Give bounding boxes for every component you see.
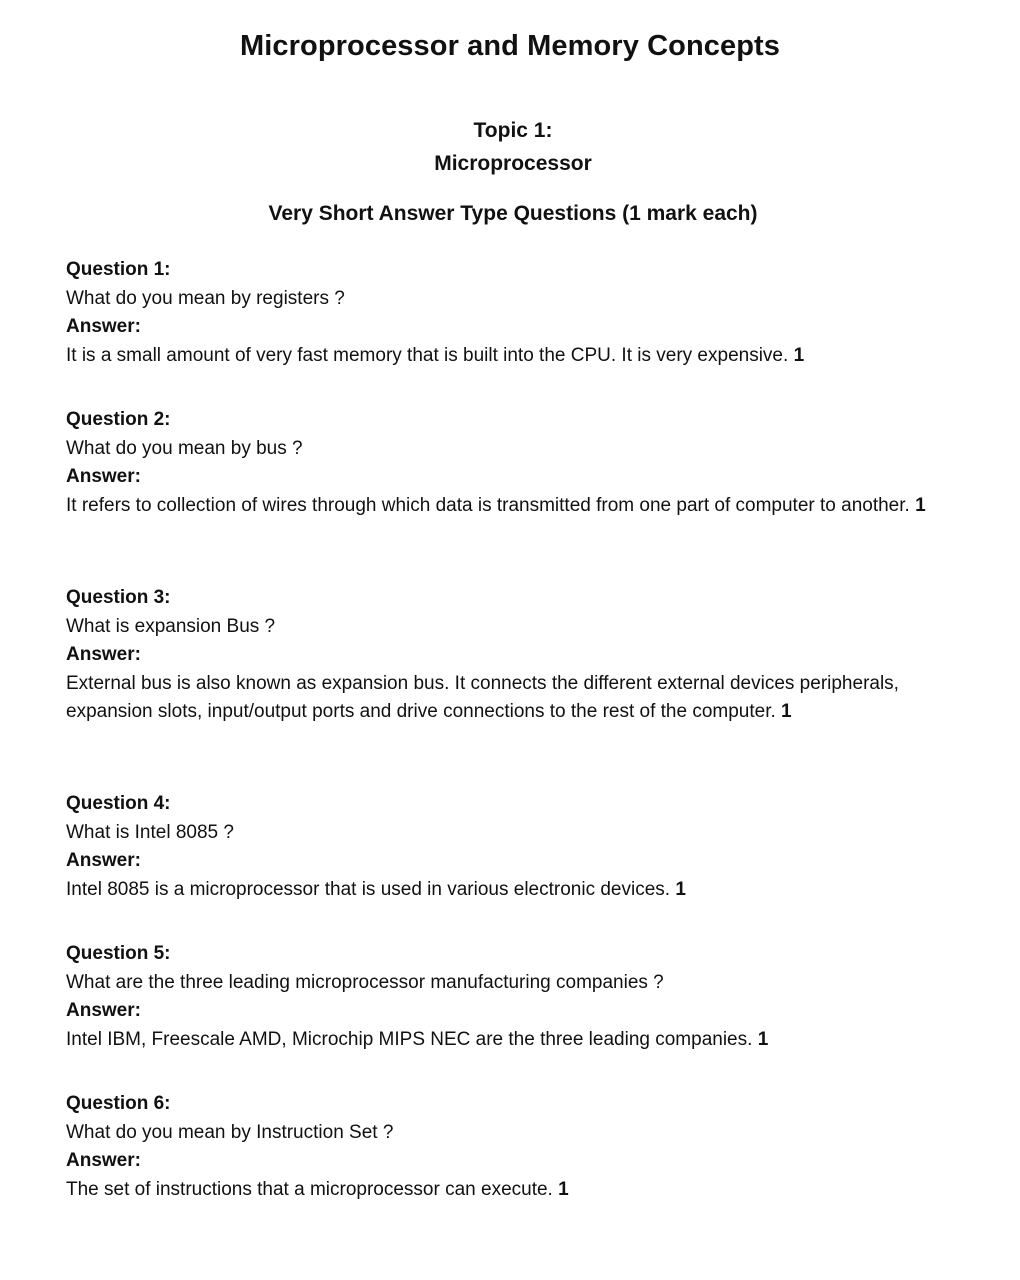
mark-value: 1 [915, 494, 926, 516]
question-label: Question 5: [66, 943, 171, 964]
question-text: What do you mean by bus ? [66, 437, 303, 459]
question-block [66, 940, 956, 1054]
answer-label: Answer: [66, 316, 141, 337]
topic-heading [0, 114, 1020, 180]
topic-label: Topic 1: [473, 119, 553, 142]
document-title: Microprocessor and Memory Concepts [239, 30, 781, 62]
answer-text [66, 1026, 956, 1055]
question-block [66, 584, 956, 727]
mark-value: 1 [781, 701, 792, 722]
question-text: What do you mean by registers ? [66, 287, 345, 309]
answer-label: Answer: [66, 850, 141, 871]
question-block [66, 790, 956, 904]
answer-body: Intel IBM, Freescale AMD, Microchip MIPS NEC are the three leading companies. [66, 1028, 753, 1050]
answer-text [66, 492, 956, 521]
mark-value: 1 [675, 878, 686, 900]
question-text: What do you mean by Instruction Set ? [66, 1121, 394, 1143]
mark-value: 1 [558, 1178, 569, 1200]
answer-label: Answer: [66, 1000, 141, 1021]
answer-body: External bus is also known as expansion bus. It connects the different external devices peripherals, expansion slots, input/output ports and drive connections to the rest of the computer. [66, 672, 899, 722]
question-label: Question 4: [66, 793, 171, 814]
mark-value: 1 [757, 1028, 769, 1050]
answer-label: Answer: [66, 466, 141, 487]
answer-label: Answer: [66, 644, 141, 665]
answer-body: It refers to collection of wires through which data is transmitted from one part of computer to another. [66, 494, 910, 516]
topic-name: Microprocessor [434, 152, 592, 175]
mark-value: 1 [793, 344, 805, 366]
question-text: What are the three leading microprocessor manufacturing companies ? [66, 971, 664, 993]
question-block [66, 1090, 956, 1204]
question-text: What is expansion Bus ? [66, 615, 276, 637]
answer-text [66, 342, 956, 371]
question-block [66, 256, 956, 370]
question-label: Question 3: [66, 587, 171, 608]
answer-body: Intel 8085 is a microprocessor that is used in various electronic devices. [66, 878, 671, 900]
answer-label: Answer: [66, 1150, 141, 1171]
question-block [66, 406, 956, 520]
question-text: What is Intel 8085 ? [66, 821, 234, 843]
answer-body: It is a small amount of very fast memory that is built into the CPU. It is very expensive. [66, 344, 789, 366]
section-heading: Very Short Answer Type Questions (1 mark each) [268, 202, 758, 225]
answer-text [66, 876, 956, 905]
question-label: Question 2: [66, 409, 171, 430]
question-label: Question 6: [66, 1093, 171, 1114]
answer-text [66, 1176, 956, 1205]
answer-text [66, 670, 956, 727]
answer-body: The set of instructions that a microprocessor can execute. [66, 1178, 553, 1200]
question-label: Question 1: [66, 259, 171, 280]
